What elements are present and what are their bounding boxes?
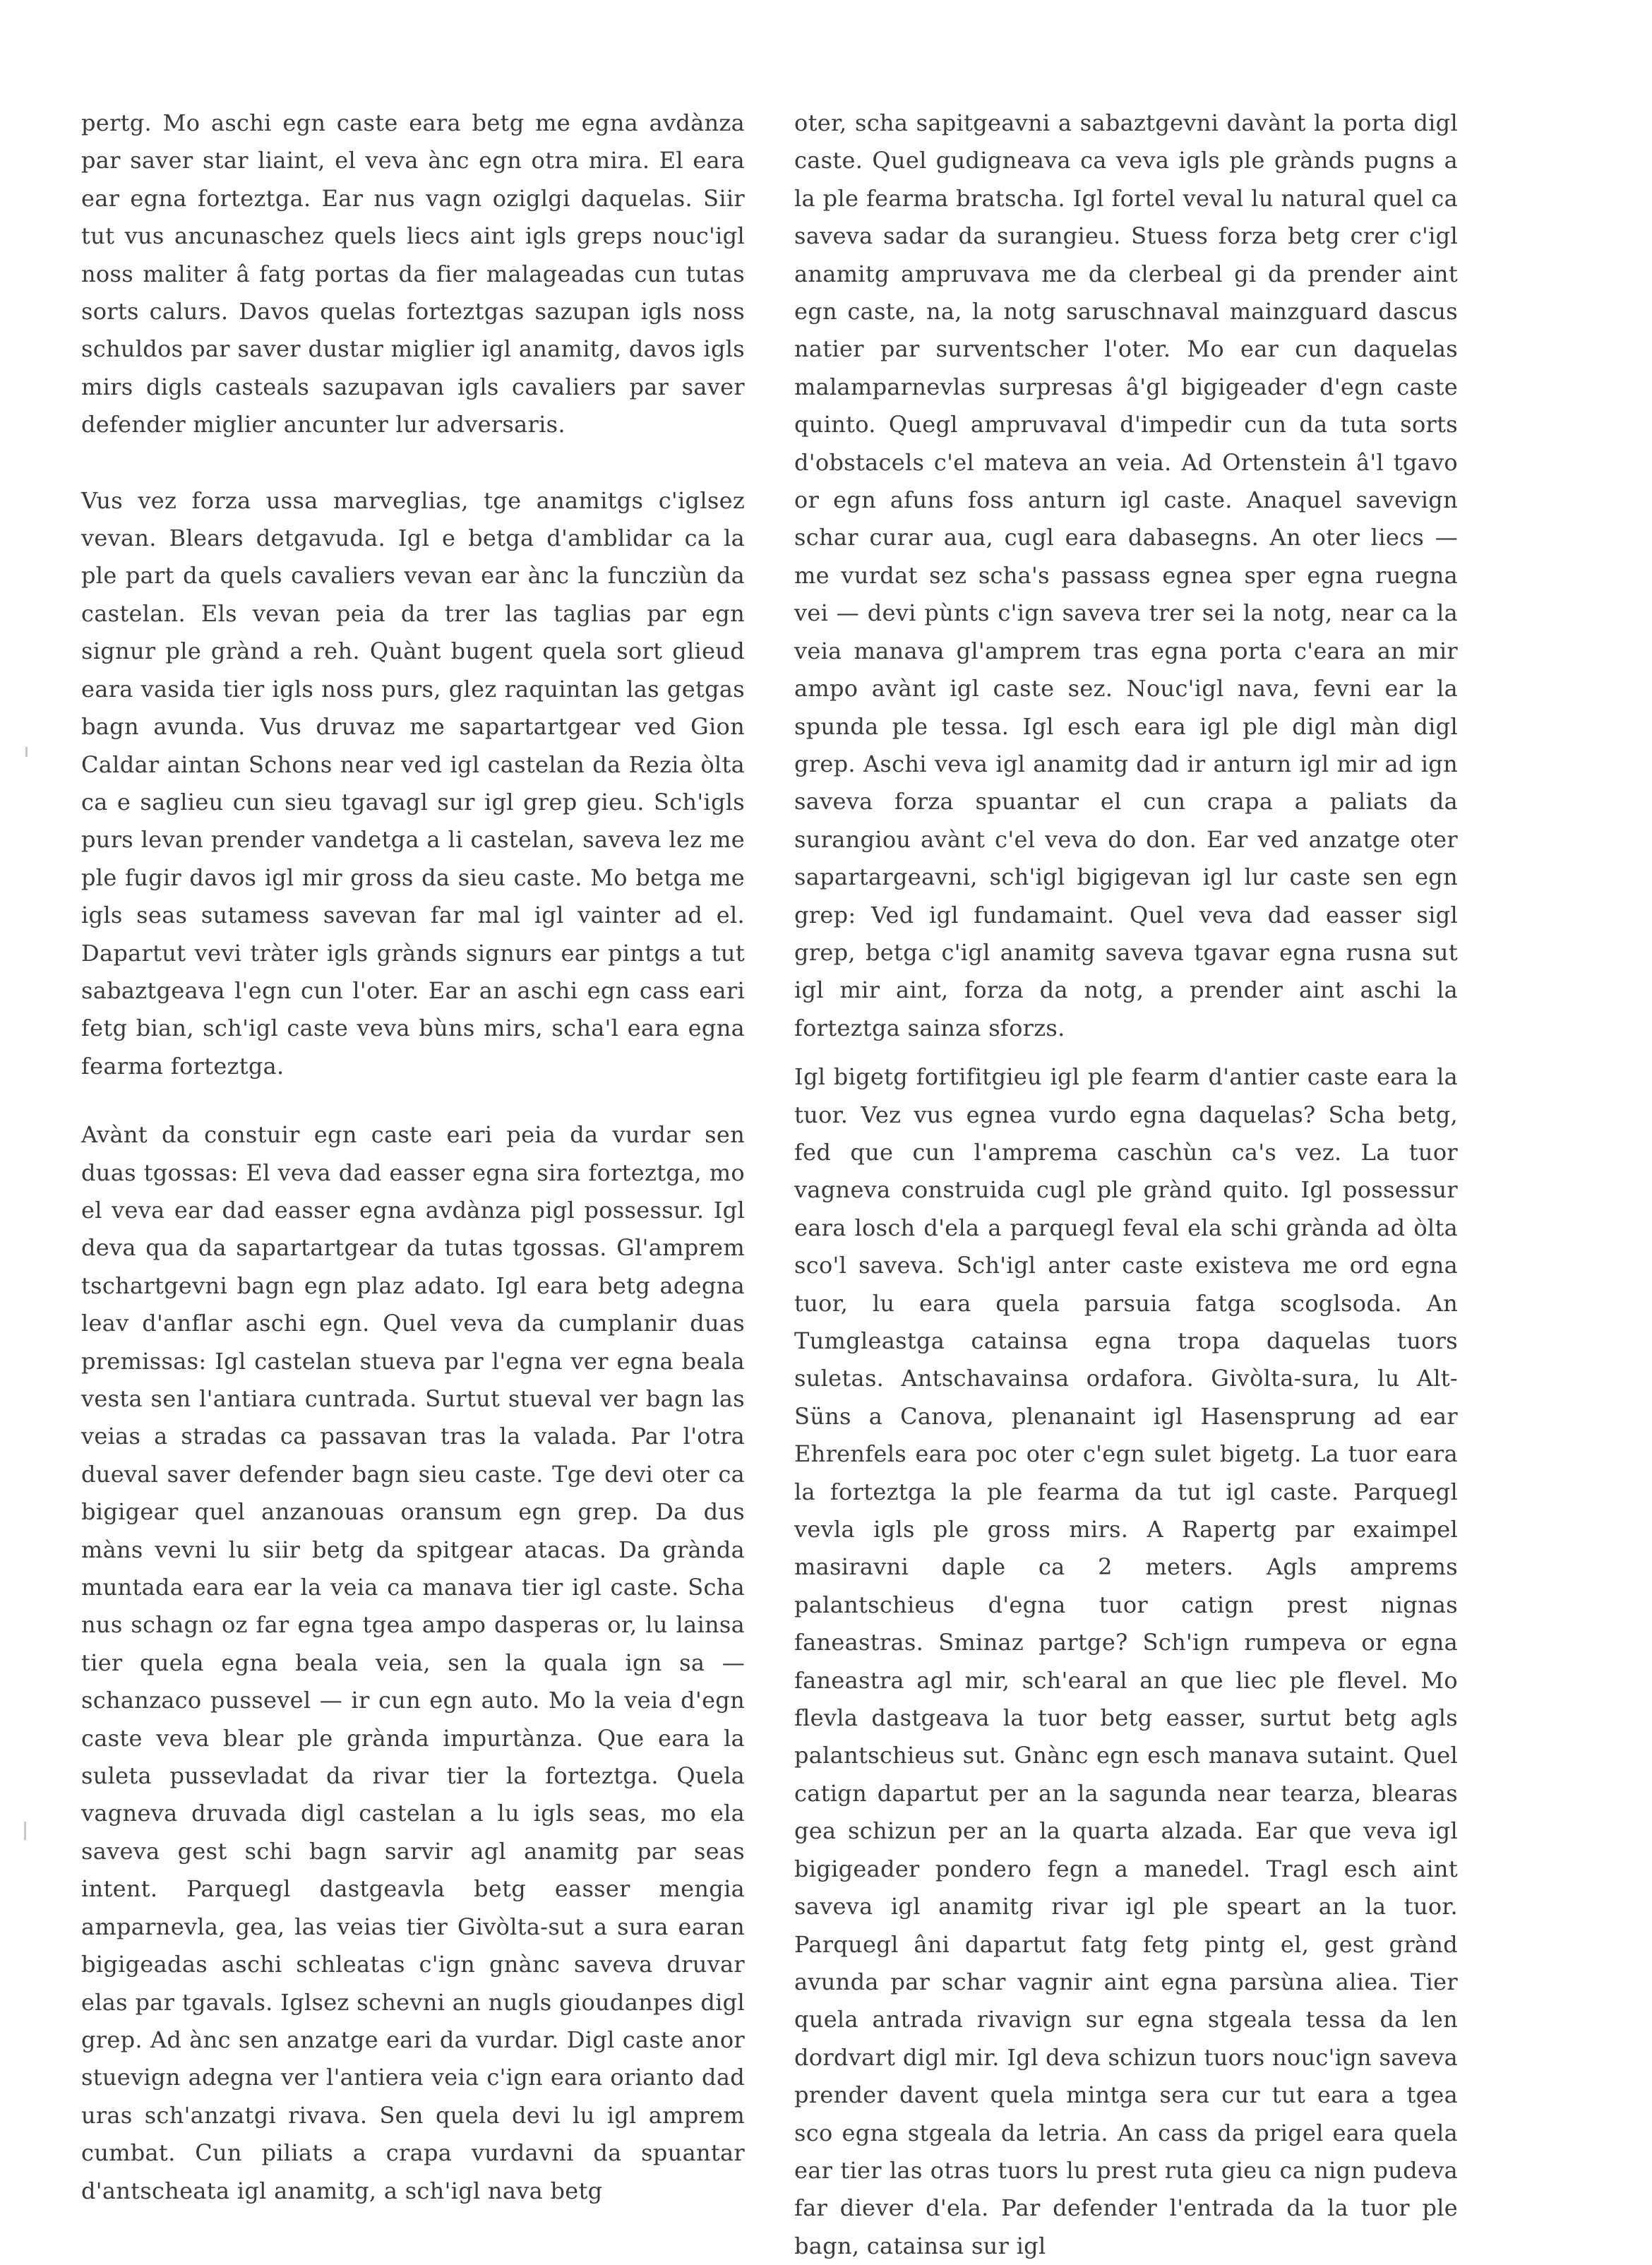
paragraph: Avànt da constuir egn caste eari peia da vurdar sen duas tgossas: El veva dad easser egna sira forteztga, mo el veva ear dad easser egna avdànza pigl possessur. Igl deva qua da sapartartgear da tutas tgossas. Gl'amprem tschartgevni bagn egn plaz adato. Igl eara betg adegna leav d'anflar aschi egn. Quel veva da cumplanir duas premissas: Igl castelan stueva par l'egna ver egna beala vesta sen l'antiara cuntrada. Surtut stueval ver bagn las veias a stradas ca passavan tras la valada. Par l'otra dueval saver defender bagn sieu caste. Tge devi oter ca bigigear quel anzanouas oransum egn grep. Da dus màns vevni lu siir betg da spitgear atacas. Da grànda muntada eara ear la veia ca manava tier igl caste. Scha nus schagn oz far egna tgea ampo dasperas or, lu lainsa tier quela egna beala veia, sen la quala ign sa — schanzaco pussevel — ir cun egn auto. Mo la veia d'egn caste veva blear ple grànda impurtànza. Que eara la suleta pussevladat da rivar tier la forteztga. Quela vagneva druvada digl castelan a lu igls seas, mo ela saveva gest schi bagn sarvir agl anamitg par seas intent. Parquegl dastgeavla betg easser mengia amparnevla, gea, las veias tier Givòlta-sut a sura earan bigigeadas aschi schleatas c'ign gnànc saveva druvar elas par tgavals. Iglsez schevni an nugls gioudanpes digl grep. Ad ànc sen anzatge eari da vurdar. Digl caste anor stuevign adegna ver l'antiera veia c'ign eara orianto dad uras sch'anzatgi rivava. Sen quela devi lu igl amprem cumbat. Cun piliats a crapa vurdavni da spuantar d'antscheata igl anamitg, a sch'igl nava betg <box>81 1121 745 2204</box>
paragraph: oter, scha sapitgeavni a sabaztgevni davànt la porta digl caste. Quel gudigneava ca veva igls ple grànds pugns a la ple fearma bratscha. Igl fortel veval lu natural quel ca saveva sadar da surangieu. Stuess forza betg crer c'igl anamitg ampruvava me da clerbeal gi da prender aint egn caste, na, la notg saruschnaval mainzguard dascus natier par surventscher l'oter. Mo ear cun daquelas malamparnevlas surpresas â'gl bigigeader d'egn caste quinto. Quegl ampruvaval d'impedir cun da tuta sorts d'obstacels c'el mateva an veia. Ad Ortenstein â'l tgavo or egn afuns foss anturn igl caste. Anaquel savevign schar curar aua, cugl eara dabasegns. An oter liecs — me vurdat sez scha's passass egnea sper egna ruegna vei — devi pùnts c'ign saveva trer sei la notg, near ca la veia manava gl'amprem tras egna porta c'eara an mir ampo avànt igl caste sez. Nouc'igl nava, fevni ear la spunda ple tessa. Igl esch eara igl ple digl màn digl grep. Aschi veva igl anamitg dad ir anturn igl mir ad ign saveva forza spuantar el cun crapa a paliats da surangiou avànt c'el veva do don. Ear ved anzatge oter sapartargeavni, sch'igl bigigevan igl lur caste sen egn grep: Ved igl fundamaint. Quel veva dad easser sigl grep, betga c'igl anamitg saveva tgavar egna rusna sut igl mir aint, forza da notg, a prender aint aschi la forteztga sainza sforzs. <box>794 109 1458 1041</box>
scan-margin-mark <box>25 747 28 757</box>
scan-margin-mark <box>24 1822 26 1840</box>
right-text-column <box>794 104 1458 2265</box>
paragraph: Igl bigetg fortifitgieu igl ple fearm d'antier caste eara la tuor. Vez vus egnea vurdo egna daquelas? Scha betg, fed que cun l'amprema caschùn ca's vez. La tuor vagneva construida cugl ple grànd quito. Igl possessur eara losch d'ela a parquegl feval ela schi grànda ad òlta sco'l saveva. Sch'igl anter caste existeva me ord egna tuor, lu eara quela parsuia fatga scoglsoda. An Tumgleastga catainsa egna tropa daquelas tuors suletas. Antschavainsa ordafora. Givòlta-sura, lu Alt-Süns a Canova, plenanaint igl Hasensprung ad ear Ehrenfels eara poc oter c'egn sulet bigetg. La tuor eara la forteztga la ple fearma da tut igl caste. Parquegl vevla igls ple gross mirs. A Rapertg par exaimpel masiravni daple ca 2 meters. Agls amprems palantschieus d'egna tuor catign prest nignas faneastras. Sminaz partge? Sch'ign rumpeva or egna faneastra agl mir, sch'earal an que liec ple flevel. Mo flevla dastgeava la tuor betg easser, surtut betg agls palantschieus sut. Gnànc egn esch manava sutaint. Quel catign dapartut per an la sagunda near tearza, blearas gea schizun per an la quarta alzada. Ear que veva igl bigigeader pondero fegn a manedel. Tragl esch aint saveva igl anamitg rivar igl ple speart an la tuor. Parquegl âni dapartut fatg fetg pintg el, gest grànd avunda par schar vagnir aint egna parsùna aliea. Tier quela antrada rivavign sur egna stgeala tessa da len dordvart digl mir. Igl deva schizun tuors nouc'ign saveva prender davent quela mintga sera cur tut eara a tgea sco egna stgeala da letria. An cass da prigel eara quela ear tier las otras tuors lu prest ruta gieu ca nign pudeva far diever d'ela. Par defender l'entrada da la tuor ple bagn, catainsa sur igl <box>794 1063 1458 2259</box>
paragraph: pertg. Mo aschi egn caste eara betg me egna avdànza par saver star liaint, el veva ànc egn otra mira. El eara ear egna forteztga. Ear nus vagn oziglgi daquelas. Siir tut vus ancunaschez quels liecs aint igls greps nouc'igl noss maliter â fatg portas da fier malageadas cun tutas sorts calurs. Davos quelas forteztgas sazupan igls noss schuldos par saver dustar miglier igl anamitg, davos igls mirs digls casteals sazupavan igls cavaliers par saver defender miglier ancunter lur adversaris. <box>81 109 745 438</box>
paragraph: Vus vez forza ussa marveglias, tge anamitgs c'iglsez vevan. Blears detgavuda. Igl e betga d'amblidar ca la ple part da quels cavaliers vevan ear ànc la funcziùn da castelan. Els vevan peia da trer las taglias par egn signur ple grànd a reh. Quànt bugent quela sort glieud eara vasida tier igls noss purs, glez raquintan las getgas bagn avunda. Vus druvaz me sapartartgear ved Gion Caldar aintan Schons near ved igl castelan da Rezia òlta ca e saglieu cun sieu tgavagl sur igl grep gieu. Sch'igls purs levan prender vandetga a li castelan, saveva lez me ple fugir davos igl mir gross da sieu caste. Mo betga me igls seas sutamess savevan far mal igl vainter ad el. Dapartut vevi tràter igls grànds signurs ear pintgs a tut sabaztgeava l'egn cun l'oter. Ear an aschi egn cass eari fetg bian, sch'igl caste veva bùns mirs, scha'l eara egna fearma forteztga. <box>81 486 745 1080</box>
left-text-column <box>81 104 745 2210</box>
